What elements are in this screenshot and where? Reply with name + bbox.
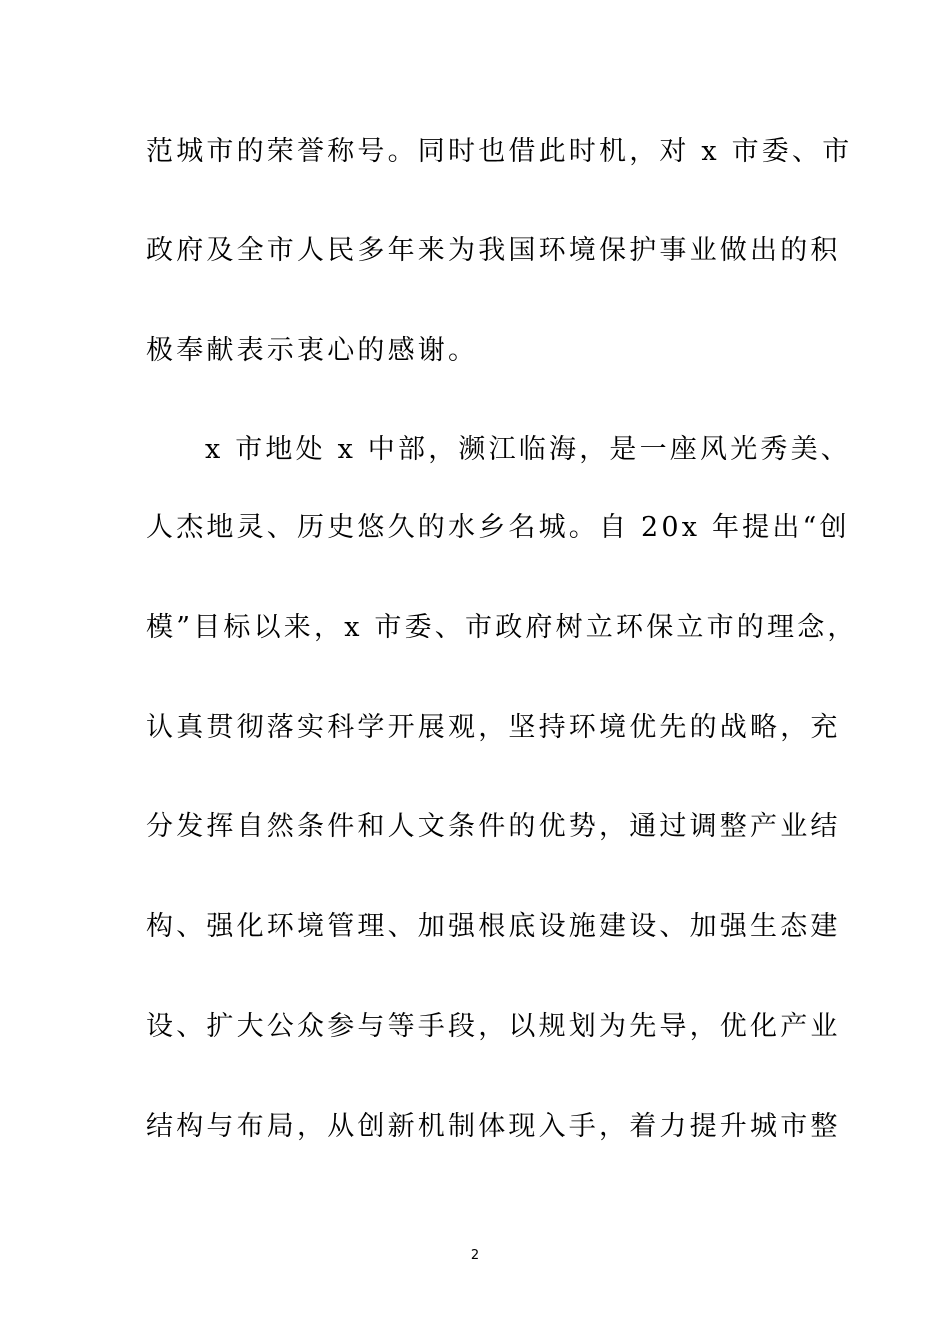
text-line: 结构与布局，从创新机制体现入手，着力提升城市整 <box>146 1111 841 1142</box>
text-line: 认真贯彻落实科学开展观，坚持环境优先的战略，充 <box>146 712 841 743</box>
paragraph-start-line: x 市地处 x 中部，濒江临海，是一座风光秀美、 <box>205 434 852 465</box>
text-line: 政府及全市人民多年来为我国环境保护事业做出的积 <box>146 235 841 266</box>
text-line: 分发挥自然条件和人文条件的优势，通过调整产业结 <box>146 811 841 842</box>
text-line: 人杰地灵、历史悠久的水乡名城。自 20x 年提出“创 <box>146 512 850 543</box>
text-line: 极奉献表示衷心的感谢。 <box>146 335 479 366</box>
page-number: 2 <box>470 1248 480 1263</box>
text-line: 设、扩大公众参与等手段，以规划为先导，优化产业 <box>146 1011 841 1042</box>
text-line: 构、强化环境管理、加强根底设施建设、加强生态建 <box>146 911 841 942</box>
text-line: 模”目标以来，x 市委、市政府树立环保立市的理念， <box>146 612 858 643</box>
text-line: 范城市的荣誉称号。同时也借此时机，对 x 市委、市 <box>146 136 853 167</box>
